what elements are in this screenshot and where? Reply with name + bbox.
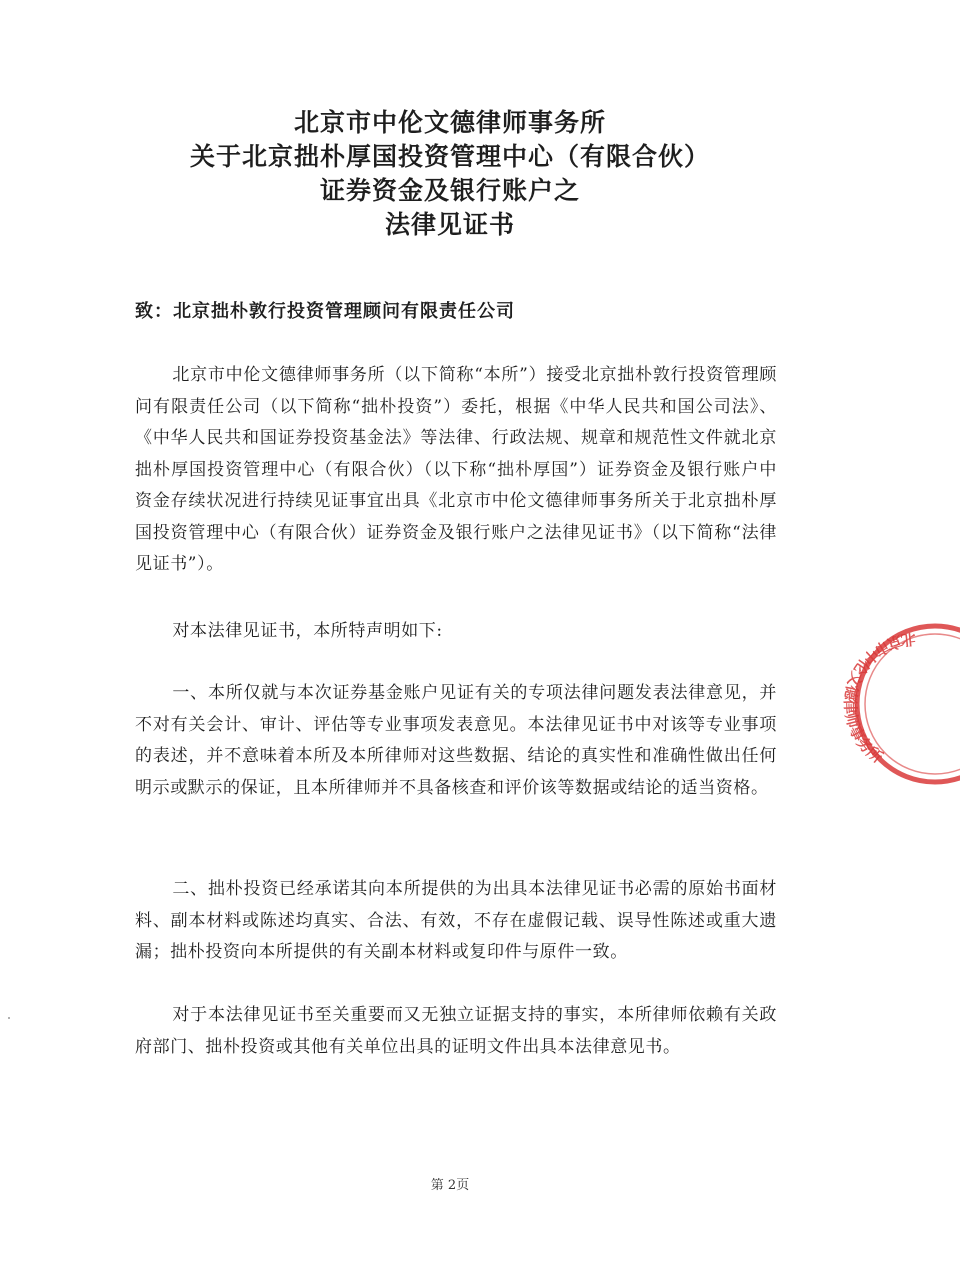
document-title [0,106,900,242]
paragraph-reliance: 对于本法律见证书至关重要而又无独立证据支持的事实，本所律师依赖有关政府部门、拙朴投资或其他有关单位出具的证明文件出具本法律意见书。 [135,1005,777,1057]
paragraph-declaration-2: 二、拙朴投资已经承诺其向本所提供的为出具本法律见证书必需的原始书面材料、副本材料或陈述均真实、合法、有效，不存在虚假记载、误导性陈述或重大遗漏；拙朴投资向本所提供的有关副本材料或复印件与原件一致。 [135,879,777,962]
seal-text: 北京市中伦文德律师事务所 [840,629,917,767]
addressee: 致：北京拙朴敦行投资管理顾问有限责任公司 [135,301,515,322]
paragraph-intro: 北京市中伦文德律师事务所（以下简称“本所”）接受北京拙朴敦行投资管理顾问有限责任公司（以下简称“拙朴投资”）委托，根据《中华人民共和国公司法》、《中华人民共和国证券投资基金法》等法律、行政法规、规章和规范性文件就北京拙朴厚国投资管理中心（有限合伙）（以下称“拙朴厚国”）证券资金及银行账户中资金存续状况进行持续见证事宜出具《北京市中伦文德律师事务所关于北京拙朴厚国投资管理中心（有限合伙）证券资金及银行账户之法律见证书》（以下简称“法律见证书”）。 [135,365,777,574]
paragraph-declaration-1: 一、本所仅就与本次证券基金账户见证有关的专项法律问题发表法律意见，并不对有关会计、审计、评估等专业事项发表意见。本法律见证书中对该等专业事项的表述，并不意味着本所及本所律师对这些数据、结论的真实性和准确性做出任何明示或默示的保证，且本所律师并不具备核查和评价该等数据或结论的适当资格。 [135,683,777,798]
paragraph-declaration-lead: 对本法律见证书，本所特声明如下: [172,621,443,641]
title-line-4: 法律见证书 [384,210,515,239]
title-line-3: 证券资金及银行账户之 [319,176,580,205]
title-line-1: 北京市中伦文德律师事务所 [293,108,606,137]
page-number: 第 2页 [430,1178,470,1193]
scan-speck [8,1017,10,1019]
official-seal-stamp [840,612,960,792]
title-line-2: 关于北京拙朴厚国投资管理中心（有限合伙） [189,142,710,171]
